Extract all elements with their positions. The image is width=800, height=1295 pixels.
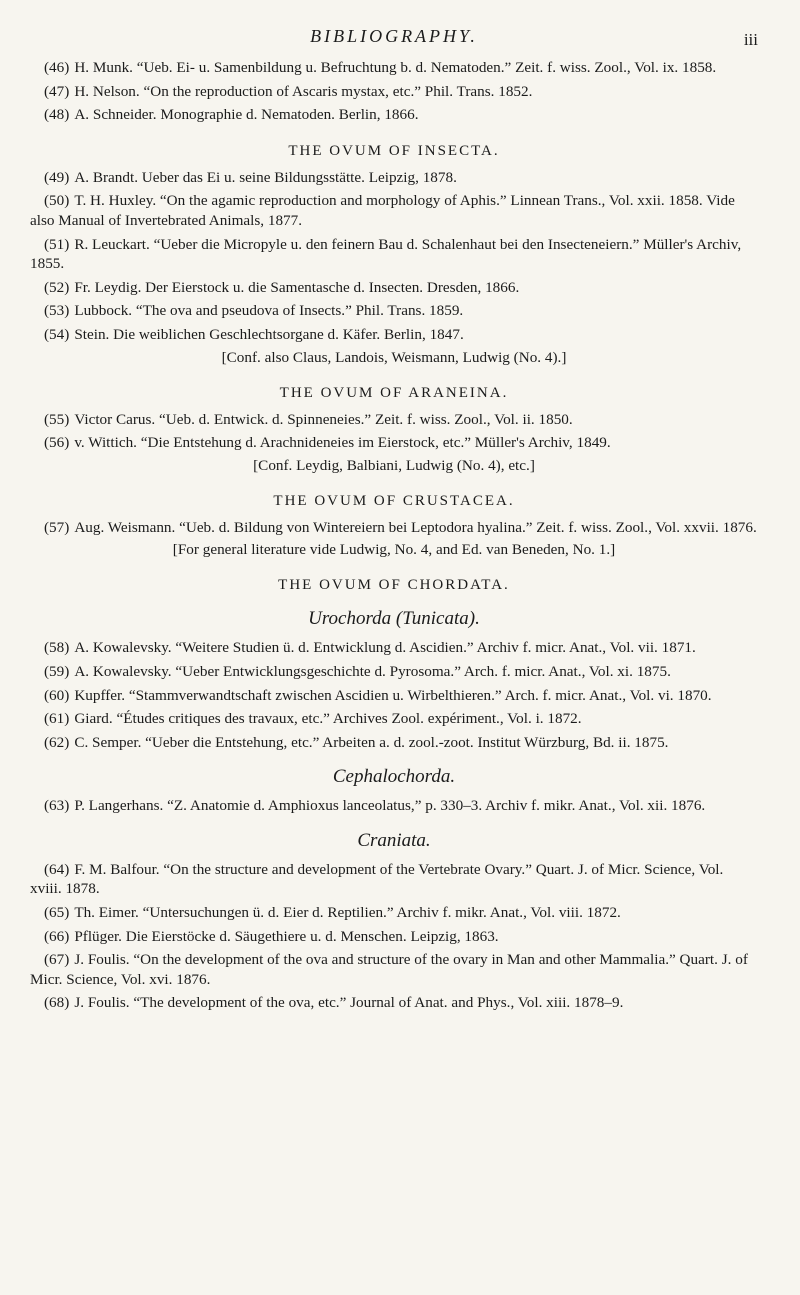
bibliography-entry xyxy=(30,709,758,729)
bibliography-entry xyxy=(30,105,758,125)
bibliography-entry xyxy=(30,433,758,453)
entry-number: (62) xyxy=(44,733,70,751)
bibliography-entry xyxy=(30,662,758,682)
bibliography-entry xyxy=(30,235,758,274)
entry-text: Stein. Die weiblichen Geschlechtsorgane d. Käfer. Berlin, 1847. xyxy=(74,325,464,343)
entry-number: (54) xyxy=(44,325,70,343)
section-note: [Conf. Leydig, Balbiani, Ludwig (No. 4), etc.] xyxy=(253,456,535,474)
entry-number: (60) xyxy=(44,686,70,704)
entry-text: T. H. Huxley. “On the agamic reproduction and morphology of Aphis.” Linnean Trans., Vol. xxii. 1858. Vide also Manual of Invertebrated Animals, 1877. xyxy=(30,192,735,229)
section-note: [Conf. also Claus, Landois, Weismann, Ludwig (No. 4).] xyxy=(221,348,567,366)
entry-text: A. Brandt. Ueber das Ei u. seine Bildungsstätte. Leipzig, 1878. xyxy=(74,168,457,186)
entry-text: Lubbock. “The ova and pseudova of Insects.” Phil. Trans. 1859. xyxy=(74,302,464,320)
bibliography-section xyxy=(30,830,758,1013)
bibliography-content xyxy=(30,58,758,1013)
entry-text: Victor Carus. “Ueb. d. Entwick. d. Spinneneies.” Zeit. f. wiss. Zool., Vol. ii. 1850. xyxy=(74,410,573,428)
entry-number: (48) xyxy=(44,106,70,124)
section-heading: THE OVUM OF ARANEINA. xyxy=(279,384,509,401)
section-note: [For general literature vide Ludwig, No. 4, and Ed. van Beneden, No. 1.] xyxy=(172,541,616,559)
entry-text: Pflüger. Die Eierstöcke d. Säugethiere u. d. Menschen. Leipzig, 1863. xyxy=(74,927,499,945)
entry-number: (55) xyxy=(44,410,70,428)
entry-text: H. Munk. “Ueb. Ei- u. Samenbildung u. Befruchtung b. d. Nematoden.” Zeit. f. wiss. Zool., Vol. ix. 1858. xyxy=(74,59,717,76)
entry-number: (56) xyxy=(44,434,70,452)
bibliography-entry xyxy=(30,950,758,989)
entry-number: (51) xyxy=(44,235,70,253)
bibliography-entry xyxy=(30,796,758,816)
entry-number: (47) xyxy=(44,82,70,100)
entry-number: (68) xyxy=(44,994,70,1012)
entry-number: (50) xyxy=(44,192,70,210)
bibliography-entry xyxy=(30,860,758,899)
section-heading: THE OVUM OF INSECTA. xyxy=(288,142,500,159)
bibliography-entry xyxy=(30,58,758,78)
entry-text: Giard. “Études critiques des travaux, etc.” Archives Zool. expériment., Vol. i. 1872. xyxy=(74,710,582,728)
entry-number: (64) xyxy=(44,860,70,878)
entry-text: J. Foulis. “On the development of the ova and structure of the ovary in Man and other Mammalia.” Quart. J. of Micr. Science, Vol. xvi. 1876. xyxy=(30,951,748,988)
entry-text: J. Foulis. “The development of the ova, etc.” Journal of Anat. and Phys., Vol. xiii. 1878–9. xyxy=(74,994,624,1012)
bibliography-section xyxy=(30,766,758,816)
entry-text: v. Wittich. “Die Entstehung d. Arachnideneies im Eierstock, etc.” Müller's Archiv, 1849. xyxy=(74,434,611,452)
entry-text: A. Schneider. Monographie d. Nematoden. Berlin, 1866. xyxy=(74,106,419,124)
bibliography-entry xyxy=(30,733,758,753)
bibliography-entry xyxy=(30,278,758,298)
entry-number: (53) xyxy=(44,302,70,320)
entry-number: (46) xyxy=(44,59,70,76)
bibliography-entry xyxy=(30,82,758,102)
bibliography-entry xyxy=(30,325,758,345)
section-heading: THE OVUM OF CHORDATA. xyxy=(278,577,510,594)
running-head xyxy=(30,0,758,58)
bibliography-entry xyxy=(30,518,758,538)
bibliography-entry xyxy=(30,927,758,947)
section-subheading: Cephalochorda. xyxy=(332,766,456,788)
entry-number: (67) xyxy=(44,951,70,969)
entry-text: A. Kowalevsky. “Weitere Studien ü. d. Entwicklung d. Ascidien.” Archiv f. micr. Anat., Vol. vii. 1871. xyxy=(74,639,696,657)
bibliography-entry xyxy=(30,993,758,1013)
entry-text: Th. Eimer. “Untersuchungen ü. d. Eier d. Reptilien.” Archiv f. mikr. Anat., Vol. viii. 1872. xyxy=(74,904,621,922)
page-number: iii xyxy=(743,30,758,49)
bibliography-section xyxy=(30,385,758,475)
entry-number: (52) xyxy=(44,278,70,296)
bibliography-entry xyxy=(30,410,758,430)
entry-text: Fr. Leydig. Der Eierstock u. die Samentasche d. Insecten. Dresden, 1866. xyxy=(74,278,520,296)
bibliography-entry xyxy=(30,168,758,188)
bibliography-entry xyxy=(30,638,758,658)
entry-number: (63) xyxy=(44,797,70,815)
section-subheading: Craniata. xyxy=(357,829,431,851)
entry-number: (57) xyxy=(44,518,70,536)
entry-number: (61) xyxy=(44,710,70,728)
running-head-title: BIBLIOGRAPHY. xyxy=(310,26,478,46)
bibliography-entry xyxy=(30,903,758,923)
bibliography-section xyxy=(30,577,758,752)
bibliography-section xyxy=(30,143,758,367)
entry-text: P. Langerhans. “Z. Anatomie d. Amphioxus lanceolatus,” p. 330–3. Archiv f. mikr. Anat., Vol. xii. 1876. xyxy=(74,797,706,815)
bibliography-section xyxy=(30,493,758,560)
section-subheading: Urochorda (Tunicata). xyxy=(308,608,480,630)
bibliography-section xyxy=(30,58,758,125)
entry-number: (58) xyxy=(44,639,70,657)
entry-text: H. Nelson. “On the reproduction of Ascaris mystax, etc.” Phil. Trans. 1852. xyxy=(74,82,533,100)
entry-number: (66) xyxy=(44,927,70,945)
entry-number: (65) xyxy=(44,904,70,922)
entry-text: Aug. Weismann. “Ueb. d. Bildung von Wintereiern bei Leptodora hyalina.” Zeit. f. wiss. Zool., Vol. xxvii. 1876. xyxy=(74,518,757,536)
entry-text: R. Leuckart. “Ueber die Micropyle u. den feinern Bau d. Schalenhaut bei den Insecteneiern.” Müller's Archiv, 1855. xyxy=(30,235,742,273)
entry-number: (59) xyxy=(44,662,70,680)
bibliography-entry xyxy=(30,686,758,706)
entry-text: C. Semper. “Ueber die Entstehung, etc.” Arbeiten a. d. zool.-zoot. Institut Würzburg, Bd. ii. 1875. xyxy=(74,733,669,751)
entry-text: A. Kowalevsky. “Ueber Entwicklungsgeschichte d. Pyrosoma.” Arch. f. micr. Anat., Vol. xi. 1875. xyxy=(74,662,671,680)
bibliography-entry xyxy=(30,191,758,230)
entry-text: Kupffer. “Stammverwandtschaft zwischen Ascidien u. Wirbelthieren.” Arch. f. micr. Anat., Vol. vi. 1870. xyxy=(74,686,712,704)
bibliography-entry xyxy=(30,301,758,321)
entry-text: F. M. Balfour. “On the structure and development of the Vertebrate Ovary.” Quart. J. of Micr. Science, Vol. xviii. 1878. xyxy=(30,860,724,898)
section-heading: THE OVUM OF CRUSTACEA. xyxy=(273,492,515,509)
entry-number: (49) xyxy=(44,168,70,186)
